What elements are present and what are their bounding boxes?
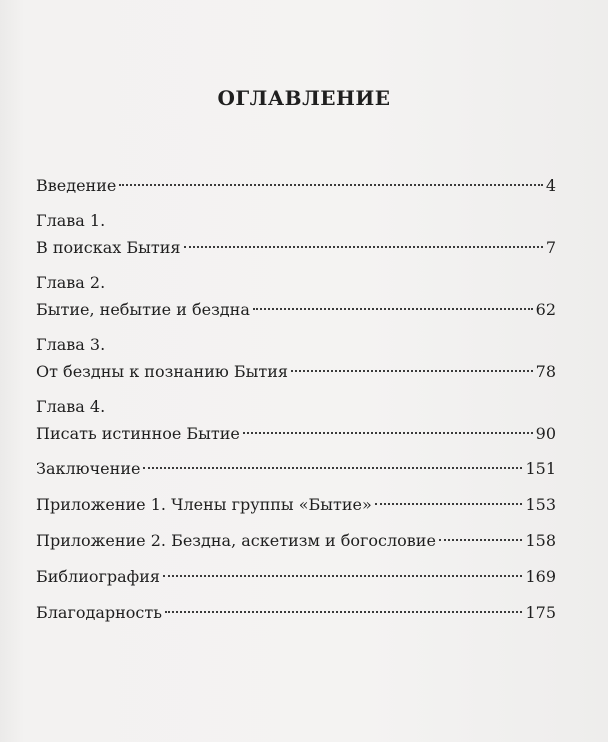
toc-entry-label: Библиография [36,567,160,586]
toc-page-number: 175 [525,603,556,622]
toc-page-number: 169 [525,567,556,586]
dot-leader [243,432,533,434]
toc-line [36,358,556,385]
toc-line [36,420,556,447]
toc-entry-chapter-1 [36,207,556,261]
toc-entry-chapter-2 [36,269,556,323]
table-of-contents [36,172,556,635]
dot-leader [165,611,523,613]
toc-page-number: 7 [545,238,556,257]
dot-leader [184,246,543,248]
toc-chapter-number: Глава 2. [36,273,106,292]
toc-chapter-number: Глава 3. [36,335,106,354]
toc-entry-label: Приложение 2. Бездна, аскетизм и богословие [36,531,436,550]
toc-entry-label: В поисках Бытия [36,238,181,257]
toc-page-number: 153 [525,495,556,514]
toc-entry-bibliography [36,563,556,590]
dot-leader [143,467,522,469]
dot-leader [375,503,523,505]
toc-entry-label: Благодарность [36,603,162,622]
toc-entry-chapter-4 [36,393,556,447]
dot-leader [119,184,542,186]
toc-line [36,527,556,554]
toc-entry-acknowledgements [36,599,556,626]
toc-entry-introduction [36,172,556,199]
toc-entry-label: Заключение [36,459,141,478]
toc-entry-label: Писать истинное Бытие [36,424,240,443]
toc-entry-appendix-2 [36,527,556,554]
toc-chapter-number: Глава 1. [36,211,106,230]
dot-leader [291,370,533,372]
toc-page-number: 151 [525,459,556,478]
toc-page-number: 4 [545,176,556,195]
toc-line [36,234,556,261]
dot-leader [439,539,523,541]
toc-line [36,563,556,590]
dot-leader [163,575,522,577]
toc-page-number: 78 [535,362,556,381]
toc-line [36,296,556,323]
toc-entry-label: Бытие, небытие и бездна [36,300,250,319]
toc-line [36,172,556,199]
toc-entry-appendix-1 [36,491,556,518]
toc-entry-conclusion [36,455,556,482]
toc-line [36,455,556,482]
toc-entry-label: Приложение 1. Члены группы «Бытие» [36,495,372,514]
toc-page-number: 62 [535,300,556,319]
toc-entry-label: От бездны к познанию Бытия [36,362,288,381]
dot-leader [253,308,533,310]
toc-line [36,599,556,626]
toc-entry-label: Введение [36,176,117,195]
toc-line [36,491,556,518]
toc-page-number: 90 [535,424,556,443]
toc-page-number: 158 [525,531,556,550]
toc-heading: ОГЛАВЛЕНИЕ [217,86,391,110]
toc-entry-chapter-3 [36,331,556,385]
toc-chapter-number: Глава 4. [36,397,106,416]
